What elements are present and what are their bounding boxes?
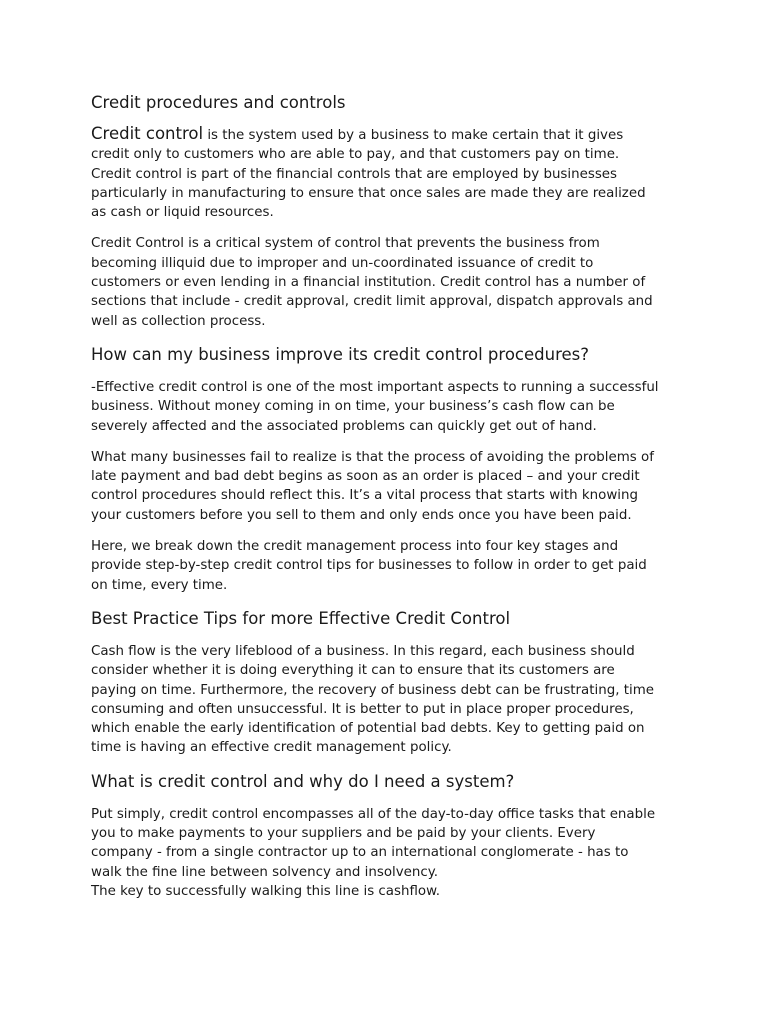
intro-lead-term: Credit control [91,124,204,143]
paragraph-fail-to-realize: What many businesses fail to realize is that the process of avoiding the problems of late payment and bad debt begins as soon as an order is placed – and your credit control procedures should reflect this. It’s a vital process that starts with knowing your customers before you sell to them and only ends once you have been paid. [91,449,654,523]
paragraph-cash-flow: Cash flow is the very lifeblood of a business. In this regard, each business should consider whether it is doing everything it can to ensure that its customers are paying on time. Furthermore, the recovery of business debt can be frustrating, time consuming and often unsuccessful. It is better to put in place proper procedures, which enable the early identification of potential bad debts. Key to getting paid on time is having an effective credit management policy. [91,643,654,756]
page-title: Credit procedures and controls [91,93,346,112]
heading-improve-procedures: How can my business improve its credit control procedures? [91,344,589,364]
document-page [91,91,691,913]
paragraph-put-simply: Put simply, credit control encompasses all of the day-to-day office tasks that enable you to make payments to your suppliers and be paid by your clients. Every company - from a single contractor up to an international conglomerate - has to walk the fine line between solvency and insolvency. The key to successfully walking this line is cashflow. [91,806,656,899]
paragraph-critical-system: Credit Control is a critical system of control that prevents the business from becoming illiquid due to improper and un-coordinated issuance of credit to customers or even lending in a financial institution. Credit control has a number of sections that include - credit approval, credit limit approval, dispatch approvals and well as collection process. [91,236,653,329]
paragraph-effective-credit-control: -Effective credit control is one of the most important aspects to running a successful business. Without money coming in on time, your business’s cash flow can be severely affected and the associated problems can quickly get out of hand. [91,379,659,434]
intro-text: is the system used by a business to make certain that it gives credit only to customers who are able to pay, and that customers pay on time. Credit control is part of the financial controls that are employed by businesses particularly in manufacturing to ensure that once sales are made they are realized as cash or liquid resources. [91,128,646,221]
heading-what-is-credit-control: What is credit control and why do I need a system? [91,771,515,791]
intro-paragraph [91,124,691,222]
heading-best-practice-tips: Best Practice Tips for more Effective Credit Control [91,608,511,628]
paragraph-four-key-stages: Here, we break down the credit management process into four key stages and provide step-by-step credit control tips for businesses to follow in order to get paid on time, every time. [91,539,647,593]
